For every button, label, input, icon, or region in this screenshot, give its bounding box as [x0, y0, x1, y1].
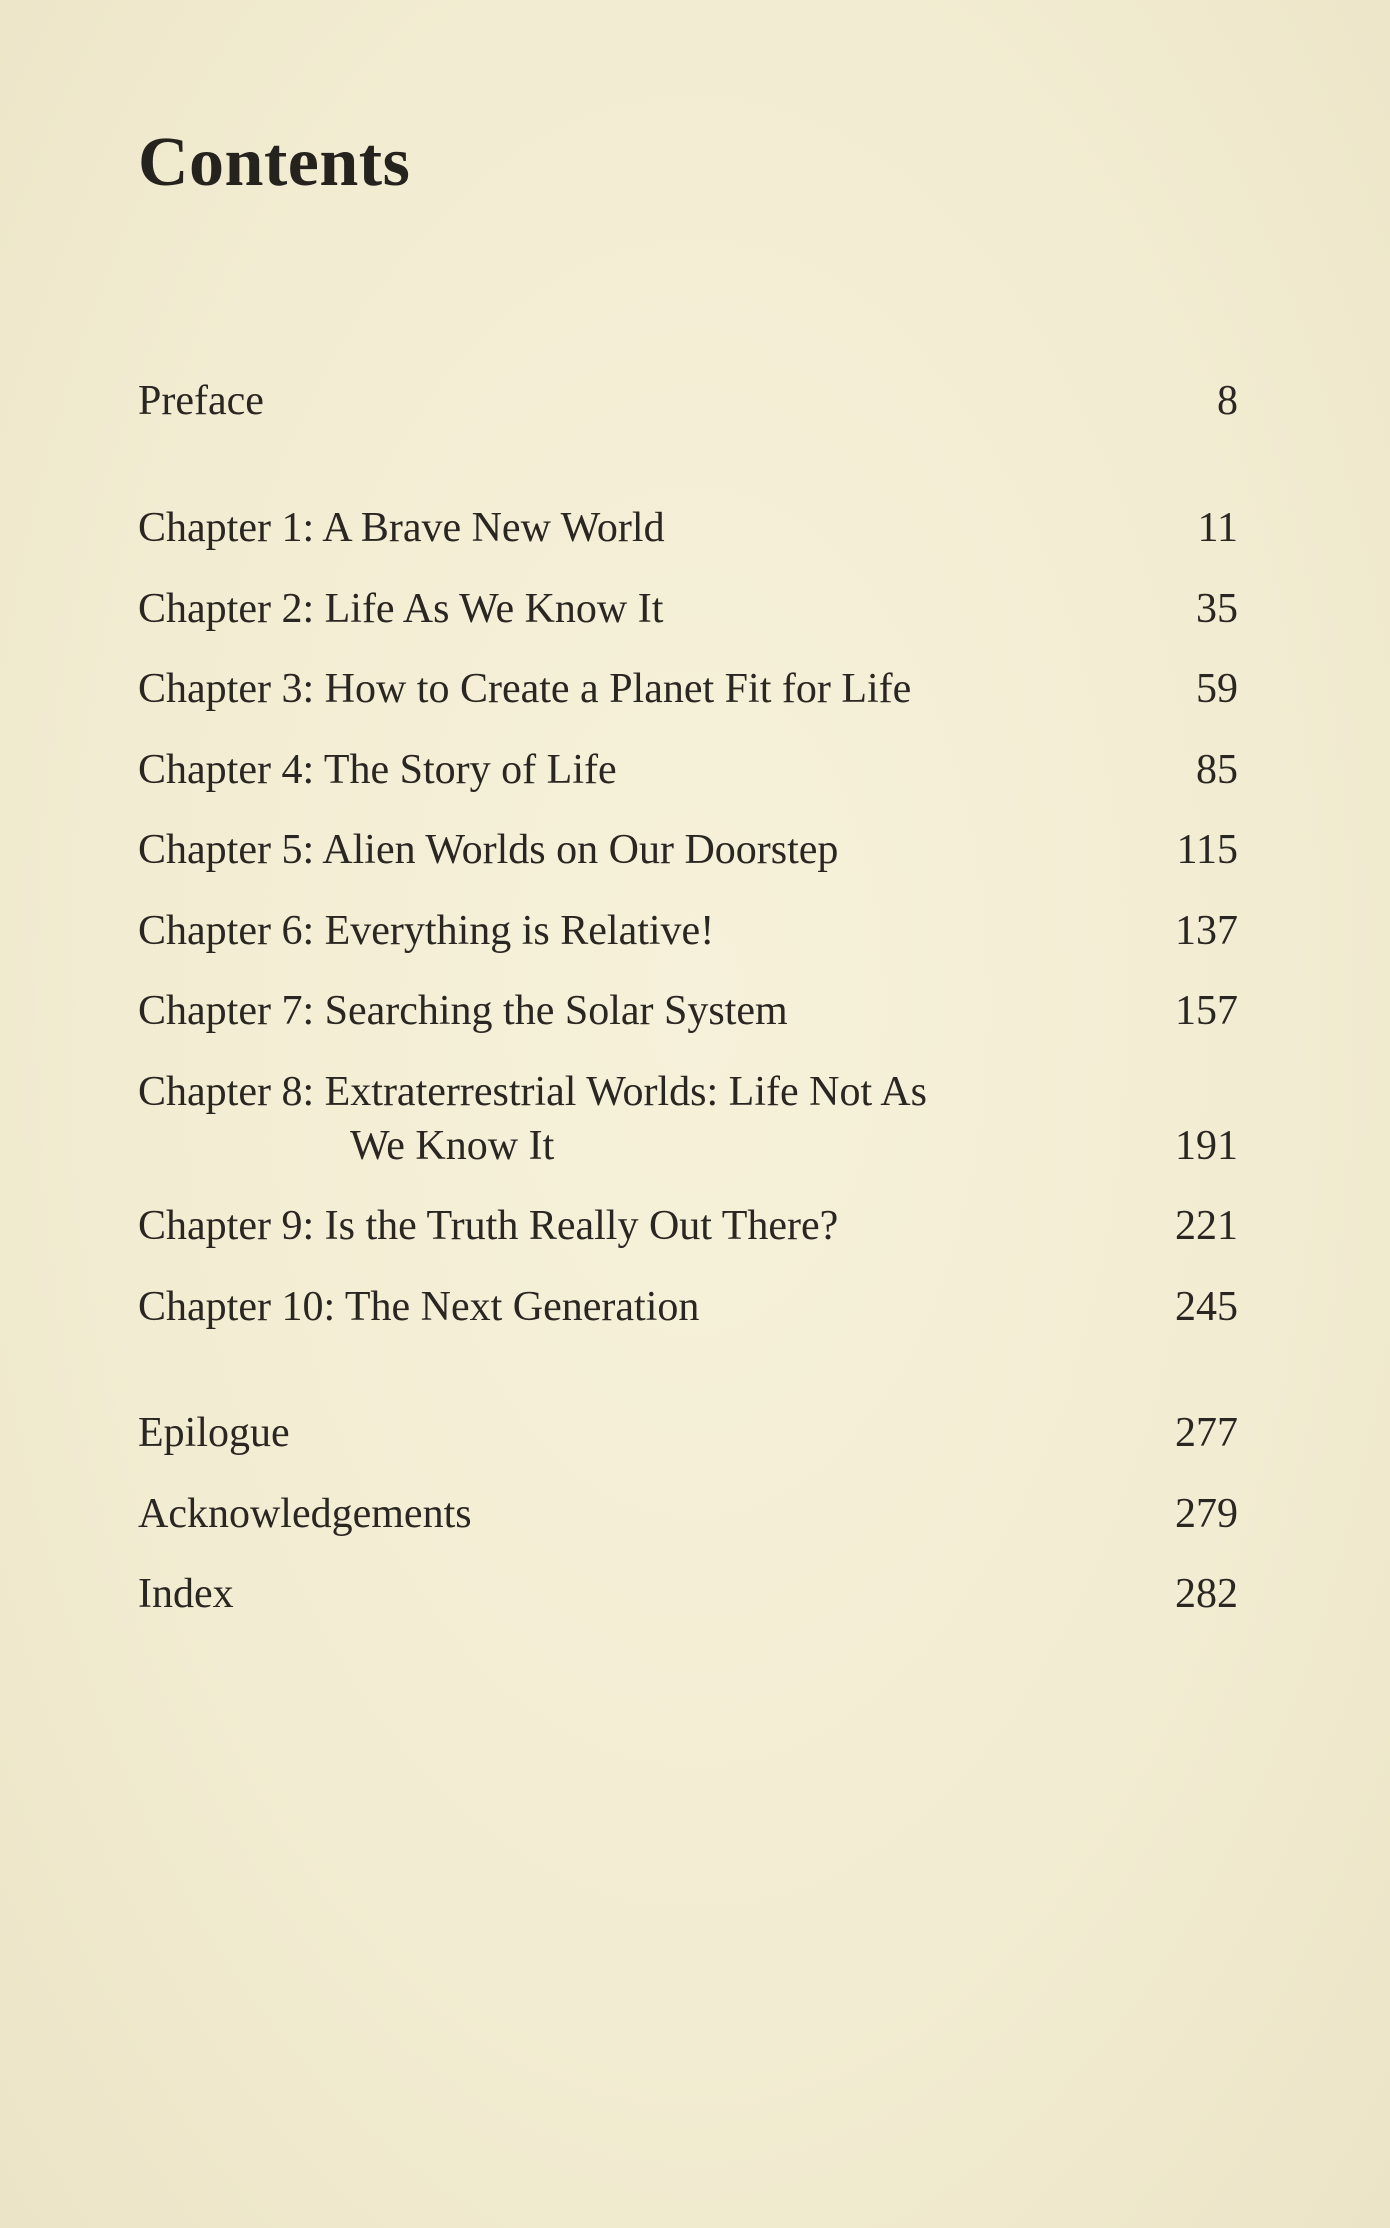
toc-entry-page: 115 [1176, 827, 1238, 873]
toc-entry-label: Chapter 4: The Story of Life [138, 747, 617, 793]
toc-entry-label: Preface [138, 378, 264, 424]
toc-entry-page: 137 [1175, 908, 1238, 954]
toc-entry-page: 59 [1196, 666, 1238, 712]
toc-entry-label-continued: We Know It [350, 1123, 555, 1169]
toc-entry-page: 157 [1175, 988, 1238, 1034]
toc-entry-label: Chapter 3: How to Create a Planet Fit for Life [138, 666, 912, 712]
toc-entry-page: 277 [1175, 1410, 1238, 1456]
toc-entry-label: Chapter 9: Is the Truth Really Out There? [138, 1203, 839, 1249]
toc-entry-label: Chapter 5: Alien Worlds on Our Doorstep [138, 827, 839, 873]
toc-entry-page: 245 [1175, 1284, 1238, 1330]
toc-entry-label: Acknowledgements [138, 1491, 472, 1537]
toc-entry-label: Epilogue [138, 1410, 290, 1456]
toc-entry-label: Chapter 7: Searching the Solar System [138, 988, 788, 1034]
toc-entry-label: Chapter 8: Extraterrestrial Worlds: Life Not As [138, 1069, 927, 1115]
toc-entry-label: Chapter 1: A Brave New World [138, 505, 665, 551]
toc-entry-page: 85 [1196, 747, 1238, 793]
toc-entry-page: 221 [1175, 1203, 1238, 1249]
toc-entry-page: 35 [1196, 586, 1238, 632]
toc-entry-label: Chapter 10: The Next Generation [138, 1284, 700, 1330]
page-title: Contents [138, 124, 411, 201]
toc-entry-page: 191 [1175, 1123, 1238, 1169]
toc-entry-page: 282 [1175, 1571, 1238, 1617]
toc-entry-label: Chapter 6: Everything is Relative! [138, 908, 715, 954]
toc-entry-page: 279 [1175, 1491, 1238, 1537]
toc-entry-page: 8 [1217, 378, 1238, 424]
toc-entry-label: Index [138, 1571, 234, 1617]
toc-entry-label: Chapter 2: Life As We Know It [138, 586, 664, 632]
toc-entry-page: 11 [1197, 505, 1238, 551]
